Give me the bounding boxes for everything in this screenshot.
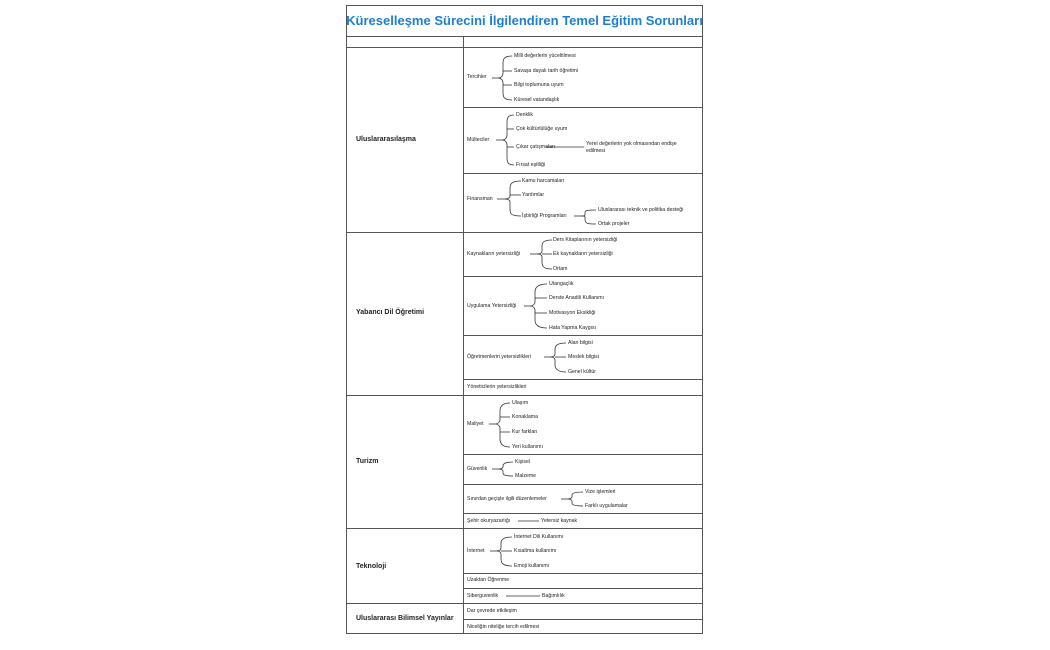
- siber-item: Bağımlılık: [542, 593, 565, 599]
- siber-label: Siberguvenlik: [467, 593, 499, 599]
- guvenlik-item: Malzeme: [515, 473, 537, 479]
- category-divider: [346, 232, 703, 233]
- category-divider: [346, 395, 703, 396]
- maliyet-item: Yeri kullanımı: [512, 444, 543, 450]
- ogretmen-item: Meslek bilgisi: [568, 354, 599, 360]
- sehir-label: Şehir okuryazarlığı: [467, 518, 511, 524]
- multeciler-item: Denklik: [516, 112, 534, 118]
- multeciler-item: Çok kültürlülüğe uyum: [516, 126, 568, 132]
- page-title: Küreselleşme Sürecini İlgilendiren Temel Eğitim Sorunları: [346, 13, 703, 28]
- row-divider: [463, 454, 703, 455]
- finansman-subitem: Ortak projeler: [598, 221, 630, 227]
- row-divider: [463, 107, 703, 108]
- tercihler-item: Savaşa dayalı tarih öğretimi: [514, 68, 579, 74]
- row-divider: [463, 619, 703, 620]
- maliyet-item: Ulaşım: [512, 400, 529, 406]
- title-divider: [346, 36, 703, 37]
- kaynaklar-label: Kaynakların yetersizliği: [467, 251, 521, 257]
- category-divider: [346, 528, 703, 529]
- uygulama-label: Uygulama Yetersizliği: [467, 303, 517, 309]
- uygulama-item: Hata Yapma Kaygısı: [549, 325, 597, 331]
- row-divider: [463, 379, 703, 380]
- kaynaklar-item: Ek kaynakların yetersizliği: [553, 251, 613, 257]
- sinir-label: Sınırdan geçişle ilgili düzenlemeler: [467, 496, 547, 502]
- finansman-item: Yardımlar: [522, 192, 545, 198]
- finansman-item: Kamu harcamaları: [522, 178, 565, 184]
- maliyet-item: Kur farkları: [512, 429, 538, 435]
- guvenlik-label: Güvenlik: [467, 466, 488, 472]
- multeciler-item: Çıkar çatışmaları: [516, 144, 556, 150]
- dar-label: Dar çevrede etkileşim: [467, 608, 517, 614]
- internet-item: Kısaltma kullanımı: [514, 548, 557, 554]
- internet-item: İnternet Dili Kullanımı: [514, 534, 564, 540]
- kaynaklar-item: Ortam: [553, 266, 568, 272]
- row-divider: [463, 588, 703, 589]
- row-divider: [463, 173, 703, 174]
- sehir-item: Yetersiz kaynak: [541, 518, 578, 524]
- row-divider: [463, 335, 703, 336]
- ogretmen-label: Öğretmenlerin yetersizlikleri: [467, 354, 531, 360]
- category-yabanci-dil: Yabancı Dil Öğretimi: [356, 309, 425, 316]
- tercihler-label: Tercihler: [467, 74, 487, 80]
- uygulama-item: Utangaçlık: [549, 281, 574, 287]
- yonetici-label: Yöneticilerin yetersizlikleri: [467, 384, 527, 390]
- nicelik-label: Niceliğin niteliğe tercih edilmesi: [467, 624, 540, 630]
- uygulama-item: Motivasyon Eksikliği: [549, 310, 596, 316]
- finansman-label: Finansman: [467, 196, 493, 202]
- sinir-item: Vize işlemleri: [585, 489, 616, 495]
- category-turizm: Turizm: [356, 458, 379, 465]
- row-divider: [463, 276, 703, 277]
- finansman-item: İşbirliği Programları: [522, 213, 567, 219]
- row-divider: [463, 573, 703, 574]
- finansman-subitem: Uluslararası teknik ve politika desteği: [598, 207, 684, 213]
- category-divider: [346, 603, 703, 604]
- header-row-divider: [346, 47, 703, 48]
- tercihler-item: Küresel vatandaşlık: [514, 97, 560, 103]
- uygulama-item: Derste Anadili Kullanımı: [549, 295, 605, 301]
- uzaktan-label: Uzaktan Öğrenme: [467, 577, 510, 583]
- multeciler-label: Mülteciler: [467, 137, 490, 143]
- multeciler-note: Yerel değerlerin yok olmasından endişe edilmesi: [586, 141, 677, 154]
- category-uluslararasilasma: Uluslararasılaşma: [356, 136, 416, 143]
- tercihler-item: Bilgi toplumuna uyum: [514, 82, 564, 88]
- maliyet-label: Maliyet: [467, 421, 484, 427]
- tercihler-item: Milli değerlerin yüceltilmesi: [514, 53, 576, 59]
- row-divider: [463, 484, 703, 485]
- internet-label: İnternet: [467, 548, 485, 554]
- kaynaklar-item: Ders Kitaplarının yetersizliği: [553, 237, 618, 243]
- row-divider: [463, 513, 703, 514]
- ogretmen-item: Alan bilgisi: [568, 340, 593, 346]
- internet-item: Emoji kullanımı: [514, 563, 550, 569]
- ogretmen-item: Genel kültür: [568, 369, 596, 375]
- multeciler-item: Fırsat eşitliği: [516, 162, 546, 168]
- sinir-item: Farklı uygulamalar: [585, 503, 628, 509]
- category-teknoloji: Teknoloji: [356, 563, 387, 570]
- guvenlik-item: Kişisel: [515, 459, 530, 465]
- category-bilimsel-yayinlar: Uluslararası Bilimsel Yayınlar: [356, 615, 454, 622]
- maliyet-item: Konaklama: [512, 414, 538, 420]
